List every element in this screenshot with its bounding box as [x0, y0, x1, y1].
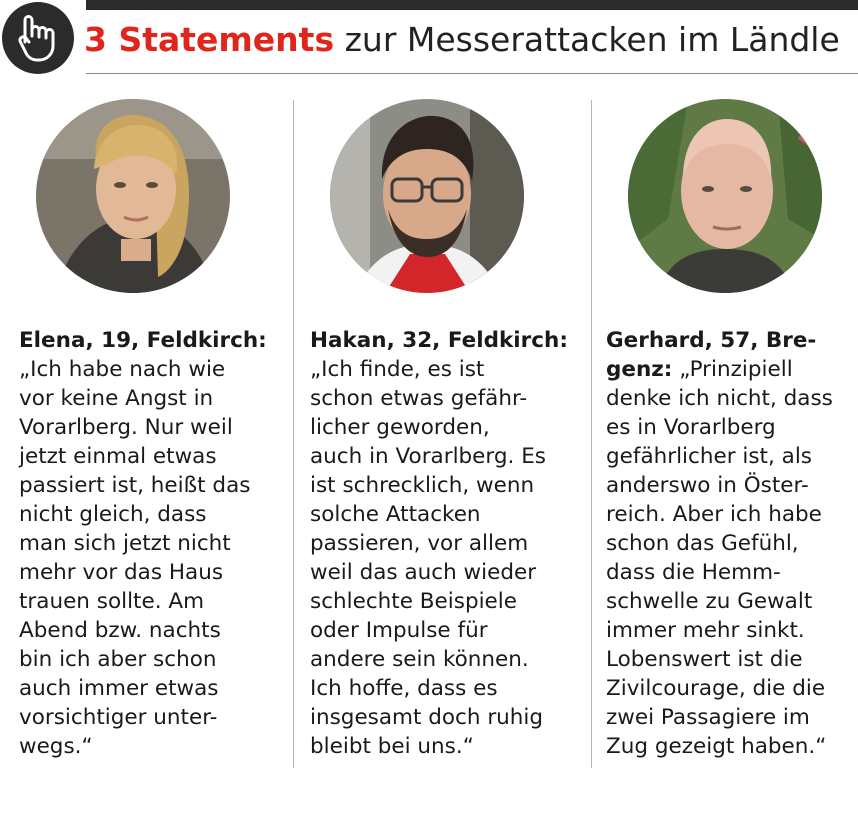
statement-hakan — [310, 326, 572, 761]
statement-speaker: Gerhard, 57, Bre- genz: — [606, 328, 817, 382]
statement-speaker: Hakan, 32, Feldkirch: — [310, 328, 568, 353]
statement-text: „Prinzipiell denke ich nicht, dass es in Vorarlberg gefährlicher ist, als anderswo in Öster- reich. Aber ich habe schon das Gefühl, dass die Hemm- schwelle zu Gewalt immer mehr sinkt. Lobenswert ist die Zivilcourage, die die zwei Passagiere im Zug gezeigt haben.“ — [606, 357, 833, 759]
header-top-bar — [86, 0, 858, 10]
statement-text: „Ich habe nach wie vor keine Angst in Vorarlberg. Nur weil jetzt einmal etwas passiert ist, heißt das nicht gleich, dass man sich jetzt nicht mehr vor das Haus trauen sollte. Am Abend bzw. nachts bin ich aber schon auch immer etwas vorsichtiger unter- wegs.“ — [19, 357, 251, 759]
photo-gerhard — [628, 99, 822, 293]
column-divider — [293, 100, 294, 768]
title-rest: zur Messerattacken im Ländle — [334, 20, 840, 59]
photo-hakan — [330, 99, 524, 293]
hand-pointing-icon — [2, 2, 74, 74]
title-accent: 3 Statements — [84, 20, 335, 59]
statement-text: „Ich finde, es ist schon etwas gefähr- licher geworden, auch in Vorarlberg. Es ist schrecklich, wenn solche Attacken passieren, vor allem weil das auch wieder schlechte Beispiele oder Impulse für andere sein können. Ich hoffe, dass es insgesamt doch ruhig bleibt bei uns.“ — [310, 357, 546, 759]
photo-elena — [36, 99, 230, 293]
statement-elena — [19, 326, 281, 761]
statement-speaker: Elena, 19, Feldkirch: — [19, 328, 267, 353]
column-divider — [591, 100, 592, 768]
page-title — [84, 18, 840, 62]
header-rule — [86, 73, 858, 74]
statement-gerhard — [606, 326, 858, 761]
